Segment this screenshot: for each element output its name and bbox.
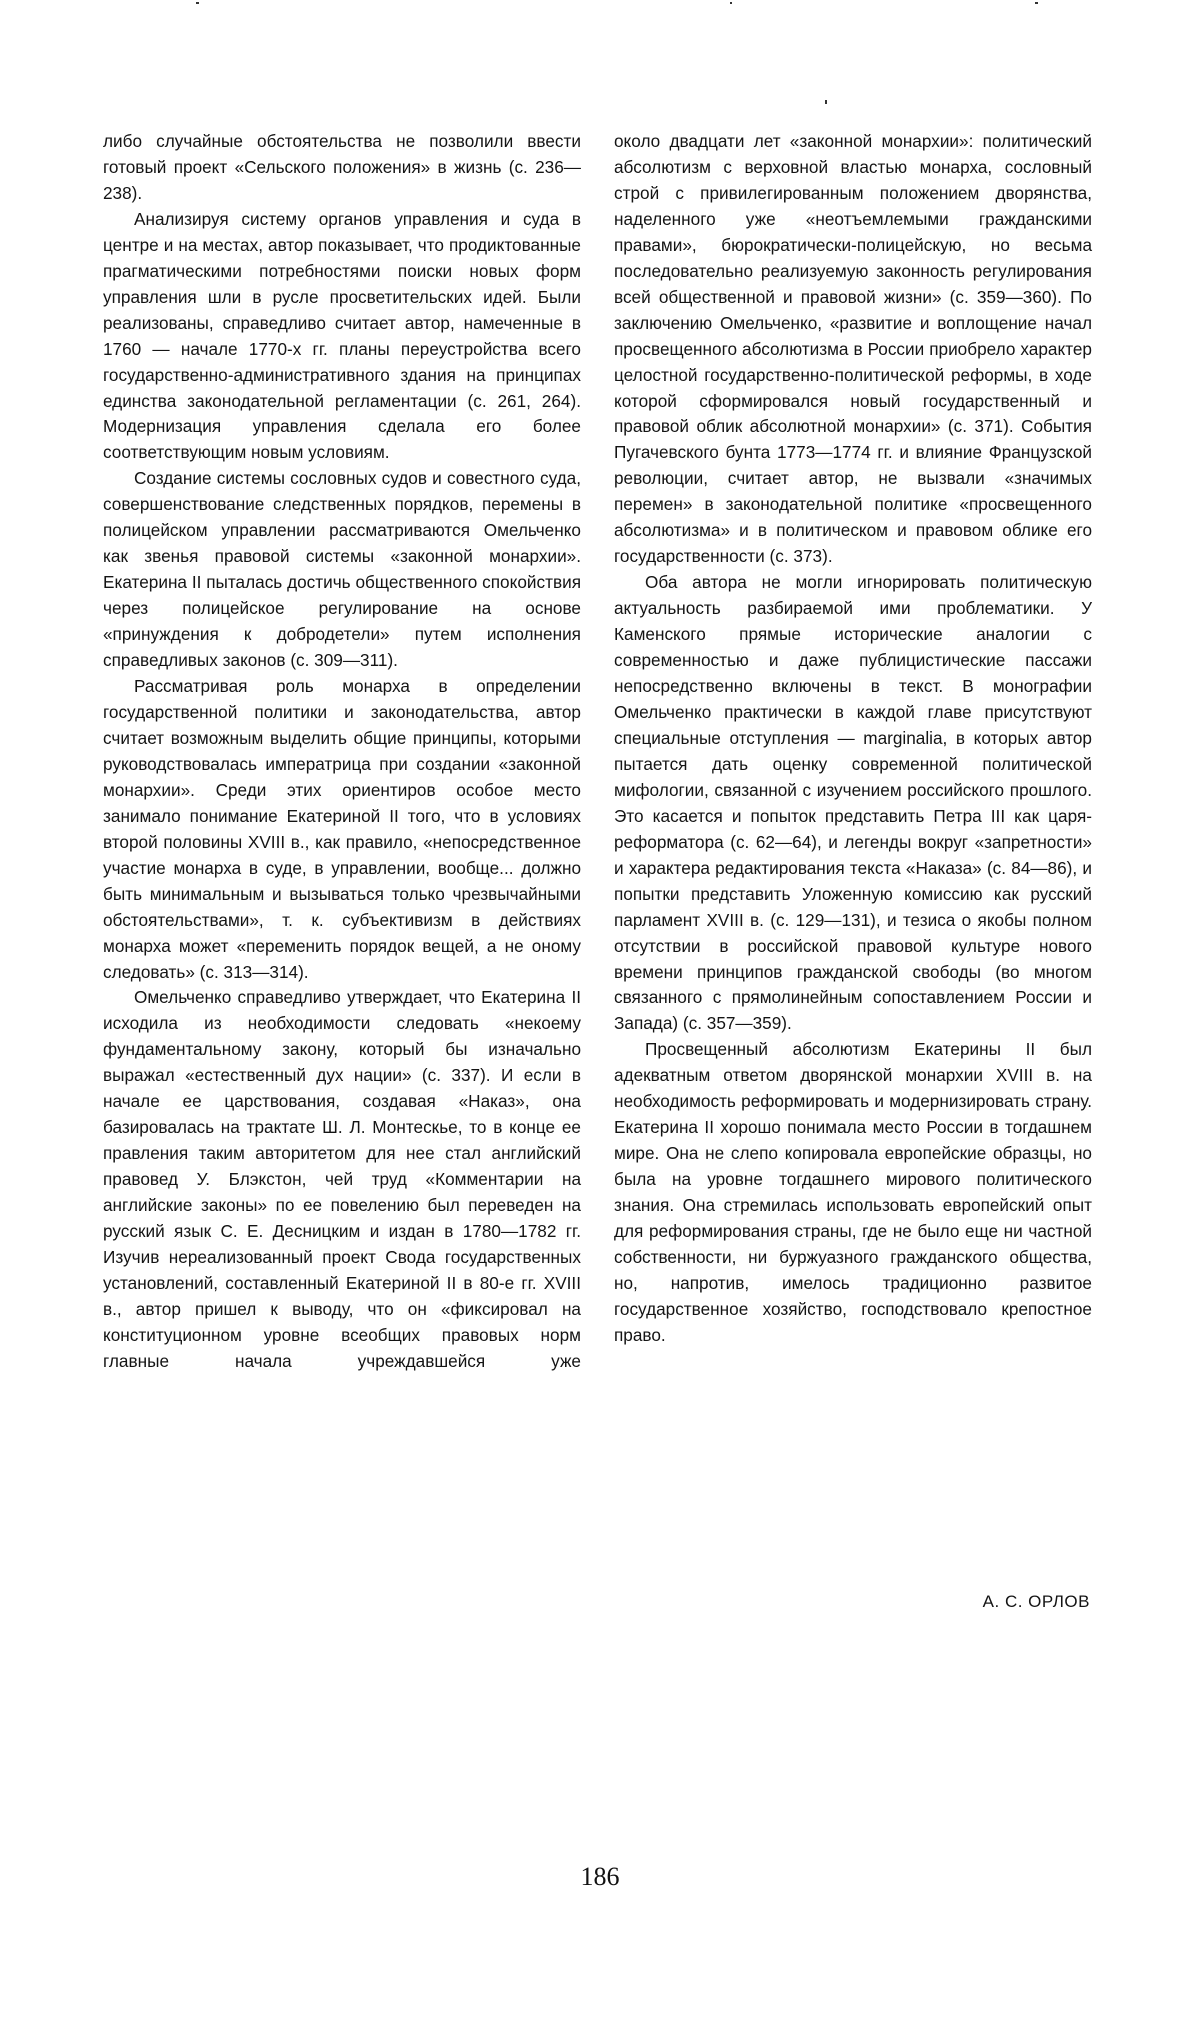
paragraph: Анализируя систему органов управления и суда в центре и на местах, автор показывает, что продиктованные прагматическими потребностями поиски новых форм управления шли в русле просветительских идей. Были реализованы, справедливо считает автор, намеченные в 1760 — начале 1770-х гг. планы переустройства всего государственно-административного здания на принципах единства законодательной регламентации (с. 261, 264). Модернизация управления сделала его более соответствующим новым условиям. [103, 208, 581, 463]
scan-speck [1035, 2, 1038, 4]
scan-speck [730, 2, 732, 4]
paragraph: около двадцати лет «законной монархии»: политический абсолютизм с верховной властью монарха, сословный строй с привилегированным положением дворянства, наделенного уже «неотъемлемыми гражданскими правами», бюрократически-полицейскую, но весьма последовательно реализуемую законность регулирования всей общественной и правовой жизни» (с. 359—360). По заключению Омельченко, «развитие и воплощение начал просвещенного абсолютизма в России приобрело характер целостной государственно-политической реформы, в ходе которой сформировался новый государственный и правовой облик абсолютной монархии» (с. 371). События Пугачевского бунта 1773—1774 гг. и влияние Французской революции, считает автор, не вызвали «значимых перемен» в законодательной политике «просвещенного абсолютизма» и в политическом и правовом облике его государственности (с. 373). [614, 131, 1092, 567]
paragraph: Рассматривая роль монарха в определении государственной политики и законодательства, автор считает возможным выделить общие принципы, которыми руководствовалась императрица при создании «законной монархии». Среди этих ориентиров особое место занимало понимание Екатериной II того, что в условиях второй половины XVIII в., как правило, «непосредственное участие монарха в суде, в управлении, вообще... должно быть минимальным и вызываться только чрезвычайными обстоятельствами», т. к. субъективизм в действиях монарха может «переменить порядок вещей, а не оному следовать» (с. 313—314). [103, 676, 581, 982]
paragraph: либо случайные обстоятельства не позволили ввести готовый проект «Сельского положения» в жизнь (с. 236—238). [103, 131, 581, 203]
paragraph: Оба автора не могли игнорировать политическую актуальность разбираемой ими проблематики. У Каменского прямые исторические аналогии с современностью и даже публицистические пассажи непосредственно включены в текст. В монографии Омельченко практически в каждой главе присутствуют специальные отступления — marginalia, в которых автор пытается дать оценку современной политической мифологии, связанной с изучением российского прошлого. Это касается и попыток представить Петра III как царя-реформатора (с. 62—64), и легенды вокруг «запретности» и характера редактирования текста «Наказа» (с. 84—86), и попытки представить Уложенную комиссию как русский парламент XVIII в. (с. 129—131), и тезиса о якобы полном отсутствии в российской правовой культуре нового времени принципов гражданской свободы (во многом связанного с прямолинейным сопоставлением России и Запада) (с. 357—359). [614, 572, 1092, 1034]
paragraph: Омельченко справедливо утверждает, что Екатерина II исходила из необходимости следовать «некоему фундаментальному закону, который бы изначально выражал «естественный дух нации» (с. 337). И если в начале ее царствования, создавая «Наказ», она базировалась на трактате Ш. Л. Монтескье, то в конце ее правления таким авторитетом для нее стал английский правовед У. Блэкстон, чей труд «Комментарии на английские законы» по ее повелению был переведен на русский язык С. Е. Десницким и издан в 1780—1782 гг. Изучив нереализованный проект Свода государственных установлений, составленный Екатериной II в 80-е гг. XVIII в., автор пришел к выводу, что он «фиксировал на конституционном уровне всеобщих правовых норм главные начала учреждавшейся уже [103, 987, 581, 1371]
scan-speck [196, 2, 199, 4]
paragraph: Просвещенный абсолютизм Екатерины II был адекватным ответом дворянской монархии XVIII в. на необходимость реформировать и модернизировать страну. Екатерина II хорошо понимала место России в тогдашнем мире. Она не слепо копировала европейские образцы, но была на уровне тогдашнего мирового политического знания. Она стремилась использовать европейский опыт для реформирования страны, где не было еще ни частной собственности, ни буржуазного гражданского общества, но, напротив, имелось традиционно развитое государственное хозяйство, господствовало крепостное право. [614, 1039, 1092, 1345]
page-number: 186 [580, 1862, 620, 1891]
author-signature: А. С. ОРЛОВ [982, 1592, 1090, 1611]
scan-speck [825, 100, 827, 104]
right-column [614, 129, 1092, 1349]
paragraph: Создание системы сословных судов и совестного суда, совершенствование следственных порядков, перемены в полицейском управлении рассматриваются Омельченко как звенья правовой системы «законной монархии». Екатерина II пыталась достичь общественного спокойствия через полицейское регулирование на основе «принуждения к добродетели» путем исполнения справедливых законов (с. 309—311). [103, 468, 581, 671]
left-column [103, 129, 581, 1375]
